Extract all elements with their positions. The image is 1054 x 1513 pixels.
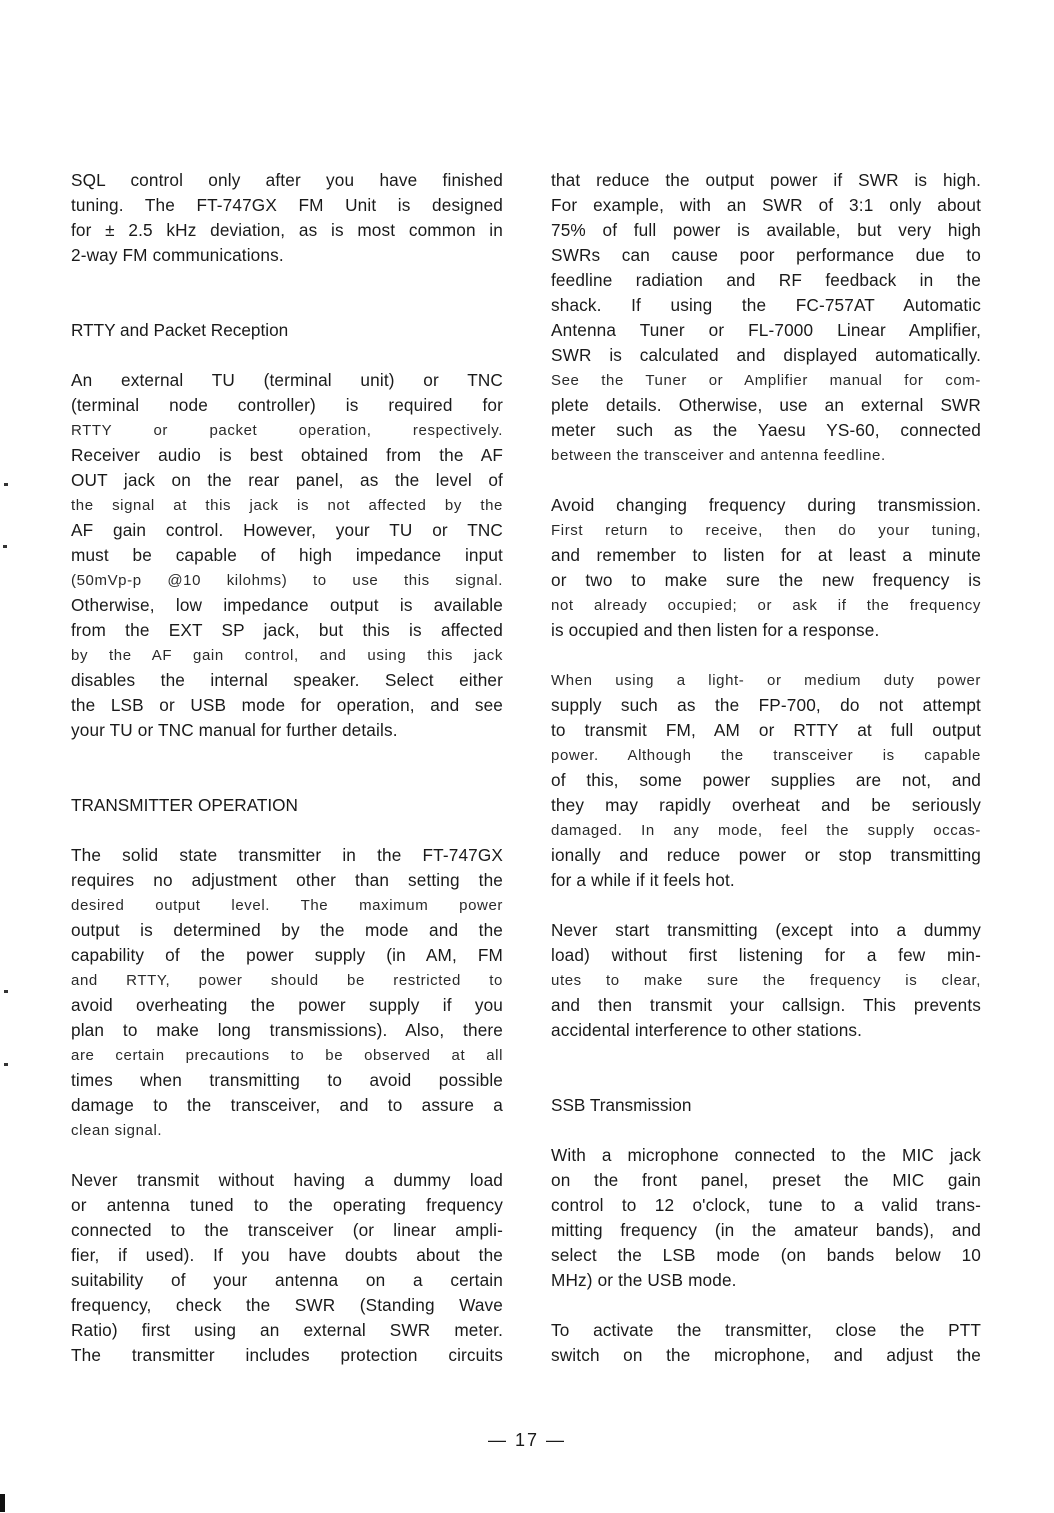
paragraph-avoid-changing-frequency bbox=[551, 493, 981, 643]
text-line: Never start transmitting (except into a dummy bbox=[551, 920, 981, 940]
text-line: is occupied and then listen for a response. bbox=[551, 620, 880, 640]
heading-transmitter-operation: TRANSMITTER OPERATION bbox=[71, 795, 298, 815]
text-line: Antenna Tuner or FL-7000 Linear Amplifier, bbox=[551, 320, 981, 340]
heading-ssb-transmission: SSB Transmission bbox=[551, 1095, 692, 1115]
text-line: ionally and reduce power or stop transmitting bbox=[551, 845, 981, 865]
paragraph-swr-protection bbox=[551, 168, 981, 468]
text-line: your TU or TNC manual for further details. bbox=[71, 720, 398, 740]
text-line: are certain precautions to be observed at all bbox=[71, 1047, 503, 1064]
text-line: OUT jack on the rear panel, as the level of bbox=[71, 470, 503, 490]
heading-rtty-packet: RTTY and Packet Reception bbox=[71, 320, 289, 340]
margin-speck bbox=[4, 990, 8, 993]
text-line: not already occupied; or ask if the frequency bbox=[551, 597, 981, 614]
paragraph-transmitter-intro bbox=[71, 843, 503, 1143]
text-line: disables the internal speaker. Select either bbox=[71, 670, 503, 690]
text-line: damage to the transceiver, and to assure a bbox=[71, 1095, 503, 1115]
text-line: control to 12 o'clock, tune to a valid trans- bbox=[551, 1195, 981, 1215]
text-line: and then transmit your callsign. This prevents bbox=[551, 995, 981, 1015]
text-line: See the Tuner or Amplifier manual for com- bbox=[551, 372, 981, 389]
text-line: SQL control only after you have finished bbox=[71, 170, 503, 190]
text-line: avoid overheating the power supply if you bbox=[71, 995, 503, 1015]
text-line: select the LSB mode (on bands below 10 bbox=[551, 1245, 981, 1265]
paragraph-listen-first bbox=[551, 918, 981, 1043]
text-line: accidental interference to other stations. bbox=[551, 1020, 863, 1040]
text-line: Never transmit without having a dummy load bbox=[71, 1170, 503, 1190]
text-line: shack. If using the FC-757AT Automatic bbox=[551, 295, 981, 315]
text-line: mitting frequency (in the amateur bands), and bbox=[551, 1220, 981, 1240]
text-line: connected to the transceiver (or linear ampli- bbox=[71, 1220, 503, 1240]
text-line: MHz) or the USB mode. bbox=[551, 1270, 737, 1290]
text-line: 2-way FM communications. bbox=[71, 245, 284, 265]
paragraph-dummy-load bbox=[71, 1168, 503, 1368]
text-line: that reduce the output power if SWR is high. bbox=[551, 170, 981, 190]
text-line: utes to make sure the frequency is clear, bbox=[551, 972, 981, 989]
text-line: Ratio) first using an external SWR meter. bbox=[71, 1320, 503, 1340]
text-line: The transmitter includes protection circuits bbox=[71, 1345, 503, 1365]
text-line: power. Although the transceiver is capable bbox=[551, 747, 981, 764]
margin-speck bbox=[4, 483, 8, 486]
text-line: fier, if used). If you have doubts about the bbox=[71, 1245, 503, 1265]
paragraph-ssb-setup bbox=[551, 1143, 981, 1293]
text-line: clean signal. bbox=[71, 1122, 163, 1139]
text-line: by the AF gain control, and using this jack bbox=[71, 647, 503, 664]
text-line: to transmit FM, AM or RTTY at full output bbox=[551, 720, 981, 740]
text-line: Otherwise, low impedance output is available bbox=[71, 595, 503, 615]
text-line: (terminal node controller) is required for bbox=[71, 395, 503, 415]
text-line: An external TU (terminal unit) or TNC bbox=[71, 370, 503, 390]
paragraph-power-supply-caution bbox=[551, 668, 981, 893]
text-line: switch on the microphone, and adjust the bbox=[551, 1345, 981, 1365]
text-line: or antenna tuned to the operating frequency bbox=[71, 1195, 503, 1215]
text-line: frequency, check the SWR (Standing Wave bbox=[71, 1295, 503, 1315]
text-line: tuning. The FT-747GX FM Unit is designed bbox=[71, 195, 503, 215]
text-line: must be capable of high impedance input bbox=[71, 545, 503, 565]
text-line: for a while if it feels hot. bbox=[551, 870, 735, 890]
text-line: To activate the transmitter, close the PTT bbox=[551, 1320, 981, 1340]
text-line: the signal at this jack is not affected by the bbox=[71, 497, 503, 514]
text-line: meter such as the Yaesu YS-60, connected bbox=[551, 420, 981, 440]
text-line: between the transceiver and antenna feedline. bbox=[551, 447, 886, 464]
left-column bbox=[71, 168, 503, 1393]
text-line: requires no adjustment other than setting the bbox=[71, 870, 503, 890]
margin-speck bbox=[4, 1063, 8, 1066]
text-line: and RTTY, power should be restricted to bbox=[71, 972, 503, 989]
text-line: from the EXT SP jack, but this is affected bbox=[71, 620, 503, 640]
text-line: feedline radiation and RF feedback in the bbox=[551, 270, 981, 290]
paragraph-activate-transmitter bbox=[551, 1318, 981, 1368]
text-line: load) without first listening for a few min- bbox=[551, 945, 981, 965]
text-line: plan to make long transmissions). Also, there bbox=[71, 1020, 503, 1040]
text-line: (50mVp-p @10 kilohms) to use this signal. bbox=[71, 572, 503, 589]
text-line: times when transmitting to avoid possible bbox=[71, 1070, 503, 1090]
text-line: SWRs can cause poor performance due to bbox=[551, 245, 981, 265]
text-line: First return to receive, then do your tuning, bbox=[551, 522, 981, 539]
right-column bbox=[551, 168, 981, 1393]
text-line: Receiver audio is best obtained from the AF bbox=[71, 445, 503, 465]
text-line: SWR is calculated and displayed automatically. bbox=[551, 345, 981, 365]
text-line: for ± 2.5 kHz deviation, as is most common in bbox=[71, 220, 503, 240]
text-line: desired output level. The maximum power bbox=[71, 897, 503, 914]
text-line: With a microphone connected to the MIC jack bbox=[551, 1145, 981, 1165]
text-line: supply such as the FP-700, do not attempt bbox=[551, 695, 981, 715]
text-line: suitability of your antenna on a certain bbox=[71, 1270, 503, 1290]
text-line: and remember to listen for at least a minute bbox=[551, 545, 981, 565]
text-line: of this, some power supplies are not, and bbox=[551, 770, 981, 790]
text-line: 75% of full power is available, but very high bbox=[551, 220, 981, 240]
text-line: For example, with an SWR of 3:1 only about bbox=[551, 195, 981, 215]
scan-edge-mark bbox=[0, 1494, 5, 1512]
paragraph-sql-tuning bbox=[71, 168, 503, 268]
text-line: RTTY or packet operation, respectively. bbox=[71, 422, 503, 439]
text-line: the LSB or USB mode for operation, and see bbox=[71, 695, 503, 715]
text-line: The solid state transmitter in the FT-747GX bbox=[71, 845, 503, 865]
text-line: Avoid changing frequency during transmission. bbox=[551, 495, 981, 515]
text-line: or two to make sure the new frequency is bbox=[551, 570, 981, 590]
text-line: on the front panel, preset the MIC gain bbox=[551, 1170, 981, 1190]
paragraph-rtty-packet bbox=[71, 368, 503, 743]
text-line: AF gain control. However, your TU or TNC bbox=[71, 520, 503, 540]
text-line: they may rapidly overheat and be seriously bbox=[551, 795, 981, 815]
text-line: When using a light- or medium duty power bbox=[551, 672, 981, 689]
margin-speck bbox=[3, 545, 7, 548]
text-line: capability of the power supply (in AM, FM bbox=[71, 945, 503, 965]
text-line: plete details. Otherwise, use an external SWR bbox=[551, 395, 981, 415]
text-line: damaged. In any mode, feel the supply occas- bbox=[551, 822, 981, 839]
text-line: output is determined by the mode and the bbox=[71, 920, 503, 940]
page-number: — 17 — bbox=[487, 1430, 567, 1450]
